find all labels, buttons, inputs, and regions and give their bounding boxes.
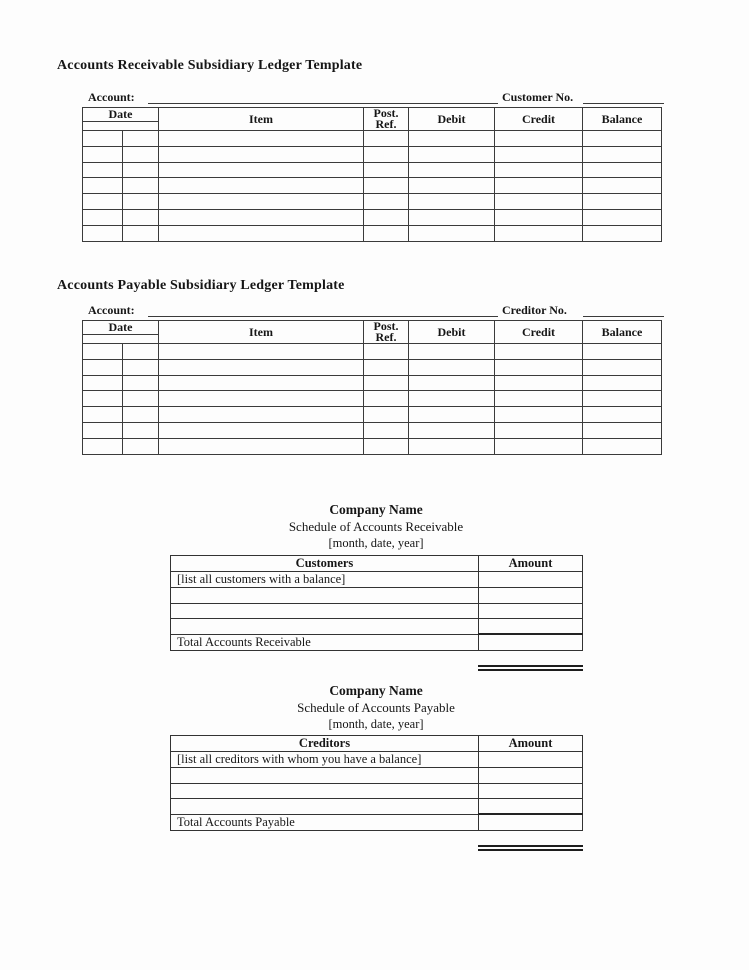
blank-cell	[364, 209, 409, 225]
customers-note-cell: [list all customers with a balance]	[171, 572, 479, 588]
blank-cell	[123, 375, 159, 391]
blank-cell	[364, 359, 409, 375]
receivable-schedule-date-placeholder: [month, date, year]	[328, 536, 424, 550]
blank-cell	[583, 359, 662, 375]
blank-cell	[171, 799, 479, 815]
blank-cell	[83, 422, 123, 438]
schedule-note-row	[171, 572, 583, 588]
ledger-empty-row	[83, 422, 662, 438]
schedule-empty-row	[171, 799, 583, 815]
blank-cell	[583, 162, 662, 178]
column-header-balance: Balance	[583, 321, 662, 344]
blank-cell	[495, 225, 583, 241]
blank-cell	[479, 619, 583, 635]
blank-cell	[83, 178, 123, 194]
blank-cell	[83, 162, 123, 178]
total-amount-cell	[479, 634, 583, 650]
blank-cell	[479, 572, 583, 588]
creditor-no-label: Creditor No.	[502, 303, 567, 317]
blank-cell	[159, 146, 364, 162]
blank-cell	[409, 422, 495, 438]
ledger-empty-row	[83, 162, 662, 178]
column-header-debit: Debit	[409, 321, 495, 344]
blank-cell	[123, 391, 159, 407]
blank-cell	[364, 162, 409, 178]
account-fill-line	[148, 316, 498, 317]
blank-cell	[495, 344, 583, 360]
post-ref-line1: Post.	[373, 319, 399, 333]
date-subheader-blank	[83, 121, 159, 130]
blank-cell	[159, 178, 364, 194]
blank-cell	[409, 178, 495, 194]
payable-schedule-company-name: Company Name	[329, 683, 423, 698]
post-ref-line1: Post.	[373, 106, 399, 120]
blank-cell	[495, 209, 583, 225]
schedule-empty-row	[171, 768, 583, 784]
ledger-empty-row	[83, 391, 662, 407]
account-label: Account:	[88, 303, 135, 317]
ledger-empty-row	[83, 359, 662, 375]
creditors-note-cell: [list all creditors with whom you have a balance]	[171, 752, 479, 768]
blank-cell	[409, 194, 495, 210]
schedule-empty-row	[171, 783, 583, 799]
blank-cell	[479, 752, 583, 768]
blank-cell	[409, 146, 495, 162]
blank-cell	[495, 407, 583, 423]
blank-cell	[123, 146, 159, 162]
blank-cell	[123, 438, 159, 454]
creditor-no-fill-line	[583, 316, 664, 317]
blank-cell	[583, 438, 662, 454]
blank-cell	[409, 131, 495, 147]
blank-cell	[83, 146, 123, 162]
receivable-ledger-meta	[82, 90, 665, 104]
column-header-amount: Amount	[479, 736, 583, 752]
blank-cell	[583, 391, 662, 407]
blank-cell	[171, 603, 479, 619]
payable-ledger-title: Accounts Payable Subsidiary Ledger Template	[57, 278, 345, 293]
total-receivable-label: Total Accounts Receivable	[171, 634, 479, 650]
blank-cell	[409, 438, 495, 454]
blank-cell	[364, 375, 409, 391]
blank-cell	[364, 131, 409, 147]
blank-cell	[583, 209, 662, 225]
blank-cell	[495, 422, 583, 438]
ledger-header-row	[83, 108, 662, 122]
blank-cell	[83, 391, 123, 407]
blank-cell	[479, 768, 583, 784]
blank-cell	[583, 194, 662, 210]
blank-cell	[495, 162, 583, 178]
blank-cell	[159, 407, 364, 423]
blank-cell	[159, 194, 364, 210]
post-ref-line2: Ref.	[375, 117, 397, 131]
blank-cell	[479, 588, 583, 604]
ledger-header-row	[83, 321, 662, 335]
post-ref-line2: Ref.	[375, 330, 397, 344]
blank-cell	[83, 225, 123, 241]
blank-cell	[159, 422, 364, 438]
schedule-header-row	[171, 736, 583, 752]
payable-total-double-rule	[478, 845, 583, 851]
receivable-total-double-rule	[478, 665, 583, 671]
blank-cell	[83, 359, 123, 375]
blank-cell	[171, 588, 479, 604]
blank-cell	[123, 162, 159, 178]
blank-cell	[159, 375, 364, 391]
ledger-empty-row	[83, 194, 662, 210]
column-header-post-ref	[364, 321, 409, 344]
blank-cell	[83, 407, 123, 423]
blank-cell	[409, 209, 495, 225]
receivable-schedule-company-name: Company Name	[329, 502, 423, 517]
ledger-empty-row	[83, 178, 662, 194]
blank-cell	[171, 619, 479, 635]
ledger-empty-row	[83, 407, 662, 423]
blank-cell	[479, 603, 583, 619]
blank-cell	[83, 344, 123, 360]
payable-schedule-date-placeholder: [month, date, year]	[328, 717, 424, 731]
schedule-empty-row	[171, 619, 583, 635]
column-header-item: Item	[159, 321, 364, 344]
schedule-empty-row	[171, 603, 583, 619]
blank-cell	[583, 225, 662, 241]
blank-cell	[409, 375, 495, 391]
column-header-amount: Amount	[479, 556, 583, 572]
blank-cell	[409, 225, 495, 241]
blank-cell	[159, 162, 364, 178]
ledger-empty-row	[83, 344, 662, 360]
blank-cell	[409, 407, 495, 423]
blank-cell	[495, 178, 583, 194]
blank-cell	[495, 194, 583, 210]
ledger-empty-row	[83, 438, 662, 454]
blank-cell	[479, 783, 583, 799]
column-header-date: Date	[83, 108, 159, 122]
blank-cell	[583, 375, 662, 391]
blank-cell	[409, 391, 495, 407]
blank-cell	[171, 783, 479, 799]
blank-cell	[123, 407, 159, 423]
payable-schedule-table	[170, 735, 583, 831]
blank-cell	[171, 768, 479, 784]
date-subheader-blank	[83, 334, 159, 343]
column-header-creditors: Creditors	[171, 736, 479, 752]
blank-cell	[159, 209, 364, 225]
blank-cell	[495, 146, 583, 162]
column-header-post-ref	[364, 108, 409, 131]
payable-schedule-subtitle: Schedule of Accounts Payable	[297, 700, 455, 715]
blank-cell	[123, 225, 159, 241]
account-label: Account:	[88, 90, 135, 104]
blank-cell	[409, 344, 495, 360]
blank-cell	[583, 146, 662, 162]
blank-cell	[123, 131, 159, 147]
ledger-empty-row	[83, 146, 662, 162]
blank-cell	[364, 344, 409, 360]
blank-cell	[583, 344, 662, 360]
blank-cell	[159, 344, 364, 360]
blank-cell	[409, 359, 495, 375]
blank-cell	[83, 438, 123, 454]
receivable-ledger-title: Accounts Receivable Subsidiary Ledger Template	[57, 58, 363, 73]
blank-cell	[409, 162, 495, 178]
blank-cell	[364, 391, 409, 407]
receivable-schedule-table	[170, 555, 583, 651]
blank-cell	[83, 375, 123, 391]
blank-cell	[495, 438, 583, 454]
account-fill-line	[148, 103, 498, 104]
blank-cell	[495, 131, 583, 147]
column-header-balance: Balance	[583, 108, 662, 131]
blank-cell	[364, 438, 409, 454]
blank-cell	[159, 391, 364, 407]
blank-cell	[364, 146, 409, 162]
column-header-debit: Debit	[409, 108, 495, 131]
customer-no-label: Customer No.	[502, 90, 574, 104]
column-header-customers: Customers	[171, 556, 479, 572]
ledger-empty-row	[83, 375, 662, 391]
payable-ledger-table	[82, 320, 662, 455]
total-payable-label: Total Accounts Payable	[171, 814, 479, 830]
receivable-schedule-subtitle: Schedule of Accounts Receivable	[288, 519, 464, 534]
column-header-credit: Credit	[495, 108, 583, 131]
customer-no-fill-line	[583, 103, 664, 104]
blank-cell	[495, 375, 583, 391]
schedule-header-row	[171, 556, 583, 572]
blank-cell	[123, 422, 159, 438]
blank-cell	[159, 225, 364, 241]
schedule-total-row	[171, 814, 583, 830]
blank-cell	[159, 359, 364, 375]
ledger-empty-row	[83, 131, 662, 147]
receivable-ledger-table	[82, 107, 662, 242]
blank-cell	[495, 391, 583, 407]
blank-cell	[364, 178, 409, 194]
schedule-note-row	[171, 752, 583, 768]
schedule-empty-row	[171, 588, 583, 604]
blank-cell	[364, 194, 409, 210]
blank-cell	[83, 194, 123, 210]
blank-cell	[123, 209, 159, 225]
ledger-empty-row	[83, 209, 662, 225]
blank-cell	[159, 131, 364, 147]
blank-cell	[83, 131, 123, 147]
blank-cell	[123, 344, 159, 360]
total-amount-cell	[479, 814, 583, 830]
blank-cell	[364, 407, 409, 423]
blank-cell	[123, 194, 159, 210]
payable-ledger-meta	[82, 303, 665, 317]
blank-cell	[123, 178, 159, 194]
column-header-date: Date	[83, 321, 159, 335]
blank-cell	[123, 359, 159, 375]
blank-cell	[495, 359, 583, 375]
column-header-item: Item	[159, 108, 364, 131]
blank-cell	[583, 131, 662, 147]
blank-cell	[479, 799, 583, 815]
blank-cell	[364, 422, 409, 438]
blank-cell	[583, 178, 662, 194]
blank-cell	[83, 209, 123, 225]
blank-cell	[159, 438, 364, 454]
blank-cell	[583, 422, 662, 438]
schedule-total-row	[171, 634, 583, 650]
ledger-empty-row	[83, 225, 662, 241]
blank-cell	[364, 225, 409, 241]
column-header-credit: Credit	[495, 321, 583, 344]
blank-cell	[583, 407, 662, 423]
